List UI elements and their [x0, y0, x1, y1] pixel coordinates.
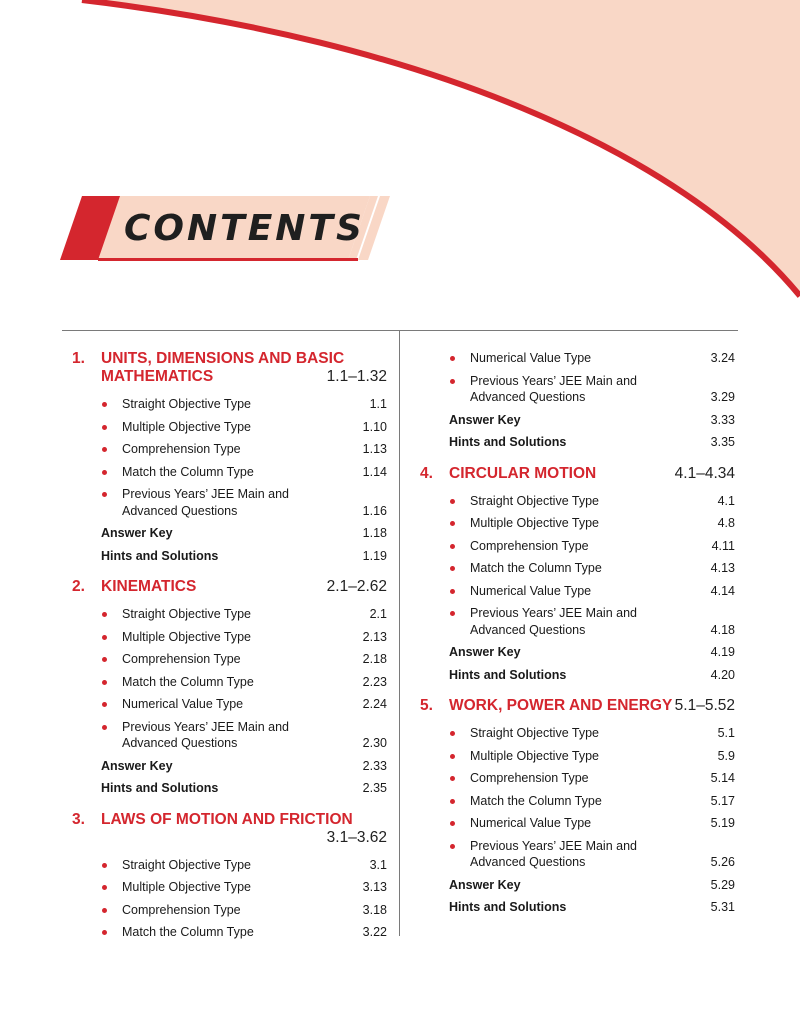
toc-entry-page: 3.29	[710, 390, 735, 404]
hints-solutions[interactable]	[420, 667, 735, 684]
chapter-block	[72, 350, 387, 564]
toc-entry[interactable]	[72, 419, 387, 436]
bullet-icon	[102, 908, 107, 913]
chapter-number: 1.	[72, 350, 85, 367]
hints-solutions-page: 3.35	[710, 435, 735, 449]
toc-entry-page: 4.14	[710, 583, 735, 598]
chapter-page-range: 4.1–4.34	[674, 464, 735, 482]
toc-entry-page: 4.18	[710, 622, 735, 637]
bullet-icon	[450, 356, 455, 361]
toc-entry-page: 2.24	[362, 697, 387, 711]
chapter-page-range: 1.1–1.32	[326, 368, 387, 385]
chapter-title: KINEMATICS	[101, 578, 197, 595]
toc-entry-page: 2.13	[362, 629, 387, 644]
toc-entry-label: Match the Column Type	[122, 464, 254, 479]
bullet-icon	[102, 635, 107, 640]
toc-entry-label: Numerical Value Type	[470, 816, 592, 830]
hints-solutions-label: Hints and Solutions	[449, 900, 567, 914]
toc-entry-page: 4.8	[717, 516, 735, 530]
toc-entry-label: Multiple Objective Type	[122, 419, 251, 434]
toc-entry-label: Straight Objective Type	[122, 857, 252, 872]
toc-entry[interactable]	[420, 770, 735, 787]
bullet-icon	[102, 930, 107, 935]
chapter-title: UNITS, DIMENSIONS AND BASIC	[101, 350, 345, 367]
bullet-icon	[450, 499, 455, 504]
bullet-icon	[102, 885, 107, 890]
chapter-page-range: 2.1–2.62	[326, 578, 387, 595]
bullet-icon	[450, 521, 455, 526]
hints-solutions-label: Hints and Solutions	[101, 548, 219, 563]
toc-entry-label: Numerical Value Type	[122, 697, 244, 711]
chapter-block	[420, 697, 735, 916]
chapter-block	[72, 578, 387, 797]
toc-entry[interactable]	[420, 725, 735, 742]
bullet-icon	[102, 402, 107, 407]
hints-solutions-page: 5.31	[710, 900, 735, 914]
toc-entry[interactable]	[420, 373, 735, 406]
toc-entry-page: 5.19	[710, 816, 735, 830]
toc-entry-page: 2.18	[362, 652, 387, 666]
toc-entry-page: 5.9	[717, 748, 735, 763]
toc-entry[interactable]	[72, 924, 387, 941]
toc-entry[interactable]	[72, 857, 387, 874]
toc-entry-page: 3.24	[710, 351, 735, 365]
toc-entry[interactable]	[420, 605, 735, 638]
chapter-block	[420, 465, 735, 684]
bullet-icon	[102, 612, 107, 617]
toc-entry-label: Multiple Objective Type	[470, 516, 599, 530]
toc-entry[interactable]	[72, 629, 387, 646]
chapter-heading[interactable]	[420, 465, 735, 483]
hints-solutions[interactable]	[72, 780, 387, 797]
hints-solutions[interactable]	[420, 434, 735, 451]
toc-entry[interactable]	[420, 515, 735, 532]
chapter-heading[interactable]	[72, 811, 387, 829]
answer-key-page: 3.33	[710, 412, 735, 427]
toc-entry[interactable]	[420, 538, 735, 555]
toc-entry-list	[420, 493, 735, 639]
toc-entry[interactable]	[420, 815, 735, 832]
chapter-heading[interactable]	[420, 697, 735, 715]
toc-entry-page: 4.11	[711, 538, 735, 553]
answer-key[interactable]	[72, 525, 387, 542]
toc-entry-page: 5.14	[710, 771, 735, 785]
answer-key-label: Answer Key	[449, 877, 521, 892]
answer-key-label: Answer Key	[449, 412, 521, 427]
toc-entry-label: Straight Objective Type	[122, 607, 252, 621]
divider	[62, 330, 738, 331]
bullet-icon	[102, 725, 107, 730]
toc-entry[interactable]	[72, 606, 387, 623]
chapter-continued	[420, 350, 735, 451]
toc-entry-label: Multiple Objective Type	[122, 880, 251, 894]
bullet-icon	[450, 611, 455, 616]
toc-entry[interactable]	[72, 674, 387, 691]
bullet-icon	[450, 566, 455, 571]
toc-entry-label: Previous Years’ JEE Main and Advanced Questions	[122, 487, 289, 518]
hints-solutions-page: 4.20	[710, 667, 735, 682]
toc-entry-page: 1.16	[362, 503, 387, 518]
hints-solutions-label: Hints and Solutions	[449, 435, 567, 449]
column-divider	[399, 330, 400, 936]
toc-entry-page: 4.1	[717, 493, 735, 508]
answer-key[interactable]	[420, 877, 735, 894]
bullet-icon	[102, 425, 107, 430]
bullet-icon	[450, 379, 455, 384]
chapter-page-range: 5.1–5.52	[674, 697, 735, 714]
chapter-page-range: 3.1–3.62	[326, 828, 387, 846]
chapter-heading[interactable]	[72, 578, 387, 596]
toc-left-column	[72, 350, 387, 947]
toc-entry-list	[72, 396, 387, 519]
chapter-number: 4.	[420, 464, 433, 482]
chapter-heading[interactable]	[72, 350, 387, 386]
toc-entry-label: Previous Years’ JEE Main and Advanced Questions	[470, 373, 637, 404]
bullet-icon	[102, 470, 107, 475]
toc-entry-page: 1.13	[362, 442, 387, 456]
toc-entry[interactable]	[72, 441, 387, 458]
toc-entry-page: 5.1	[717, 726, 735, 740]
toc-entry-list	[72, 606, 387, 752]
chapter-number: 3.	[72, 810, 85, 828]
toc-entry-label: Match the Column Type	[470, 793, 602, 808]
toc-entry-label: Match the Column Type	[122, 674, 254, 689]
toc-entry-label: Numerical Value Type	[470, 583, 592, 598]
chapter-title: LAWS OF MOTION AND FRICTION	[101, 810, 353, 828]
toc-entry-page: 2.30	[362, 736, 387, 750]
toc-entry[interactable]	[72, 396, 387, 413]
toc-entry[interactable]	[72, 651, 387, 668]
bullet-icon	[102, 680, 107, 685]
toc-entry[interactable]	[420, 350, 735, 367]
bullet-icon	[450, 731, 455, 736]
toc-entry-page: 1.14	[362, 464, 387, 479]
hints-solutions-page: 2.35	[362, 781, 387, 795]
chapter-title: WORK, POWER AND ENERGY	[449, 697, 673, 714]
toc-entry-label: Comprehension Type	[470, 771, 589, 785]
toc-entry-page: 3.13	[362, 880, 387, 894]
hints-solutions[interactable]	[420, 899, 735, 916]
toc-entry[interactable]	[72, 879, 387, 896]
toc-entry[interactable]	[420, 838, 735, 871]
toc-right-column	[420, 350, 735, 922]
bullet-icon	[102, 702, 107, 707]
bullet-icon	[450, 799, 455, 804]
answer-key-page: 2.33	[362, 758, 387, 773]
toc-entry-label: Comprehension Type	[122, 902, 241, 917]
toc-entry-page: 1.10	[362, 419, 387, 434]
toc-entry-page: 4.13	[710, 561, 735, 575]
toc-entry[interactable]	[420, 560, 735, 577]
toc-entry[interactable]	[420, 493, 735, 510]
toc-entry-page: 2.23	[362, 674, 387, 689]
toc-entry-label: Numerical Value Type	[470, 351, 592, 365]
toc-entry-page: 1.1	[369, 397, 387, 411]
hints-solutions-label: Hints and Solutions	[449, 667, 567, 682]
bullet-icon	[450, 544, 455, 549]
bullet-icon	[102, 657, 107, 662]
toc-entry[interactable]	[420, 793, 735, 810]
answer-key-page: 1.18	[362, 526, 387, 540]
toc-entry-label: Comprehension Type	[122, 442, 241, 456]
chapter-number: 5.	[420, 697, 433, 714]
answer-key-page: 5.29	[710, 877, 735, 892]
toc-entry-page: 5.26	[710, 855, 735, 869]
toc-entry-page: 3.1	[369, 857, 387, 872]
toc-entry[interactable]	[420, 748, 735, 765]
toc-entry[interactable]	[72, 902, 387, 919]
toc-entry-page: 3.18	[362, 902, 387, 917]
toc-entry-label: Comprehension Type	[122, 652, 241, 666]
hints-solutions[interactable]	[72, 548, 387, 565]
toc-entry-label: Straight Objective Type	[470, 493, 600, 508]
bullet-icon	[102, 447, 107, 452]
toc-entry-label: Multiple Objective Type	[122, 629, 251, 644]
answer-key-page: 4.19	[710, 645, 735, 659]
page-title: CONTENTS	[124, 208, 365, 249]
answer-key[interactable]	[420, 644, 735, 661]
toc-entry[interactable]	[72, 464, 387, 481]
toc-entry-list	[420, 725, 735, 871]
answer-key-label: Answer Key	[101, 526, 173, 540]
bullet-icon	[102, 492, 107, 497]
chapter-title: MATHEMATICS	[101, 368, 214, 385]
chapter-title: CIRCULAR MOTION	[449, 464, 597, 482]
bullet-icon	[450, 754, 455, 759]
answer-key-label: Answer Key	[449, 645, 521, 659]
answer-key[interactable]	[420, 412, 735, 429]
toc-entry-label: Match the Column Type	[470, 561, 602, 575]
bullet-icon	[450, 821, 455, 826]
toc-entry-page: 5.17	[710, 793, 735, 808]
answer-key-label: Answer Key	[101, 758, 173, 773]
toc-entry-label: Straight Objective Type	[122, 397, 252, 411]
chapter-number: 2.	[72, 578, 85, 595]
toc-entry-label: Previous Years’ JEE Main and Advanced Questions	[470, 838, 637, 869]
toc-entry-list	[72, 857, 387, 941]
bullet-icon	[450, 776, 455, 781]
bullet-icon	[450, 844, 455, 849]
bullet-icon	[450, 589, 455, 594]
toc-entry-label: Match the Column Type	[122, 925, 254, 939]
toc-entry[interactable]	[72, 486, 387, 519]
toc-entry-label: Straight Objective Type	[470, 726, 600, 740]
toc-entry-label: Comprehension Type	[470, 538, 589, 553]
hints-solutions-page: 1.19	[362, 548, 387, 563]
toc-entry-label: Previous Years’ JEE Main and Advanced Questions	[122, 719, 289, 750]
chapter-block	[72, 811, 387, 941]
bullet-icon	[102, 863, 107, 868]
toc-entry-label: Previous Years’ JEE Main and Advanced Questions	[470, 606, 637, 637]
hints-solutions-label: Hints and Solutions	[101, 781, 219, 795]
toc-entry-label: Multiple Objective Type	[470, 748, 599, 763]
toc-entry-page: 3.22	[362, 925, 387, 939]
toc-entry[interactable]	[72, 696, 387, 713]
toc-entry[interactable]	[420, 583, 735, 600]
toc-entry-page: 2.1	[369, 607, 387, 621]
toc-entry[interactable]	[72, 719, 387, 752]
answer-key[interactable]	[72, 758, 387, 775]
